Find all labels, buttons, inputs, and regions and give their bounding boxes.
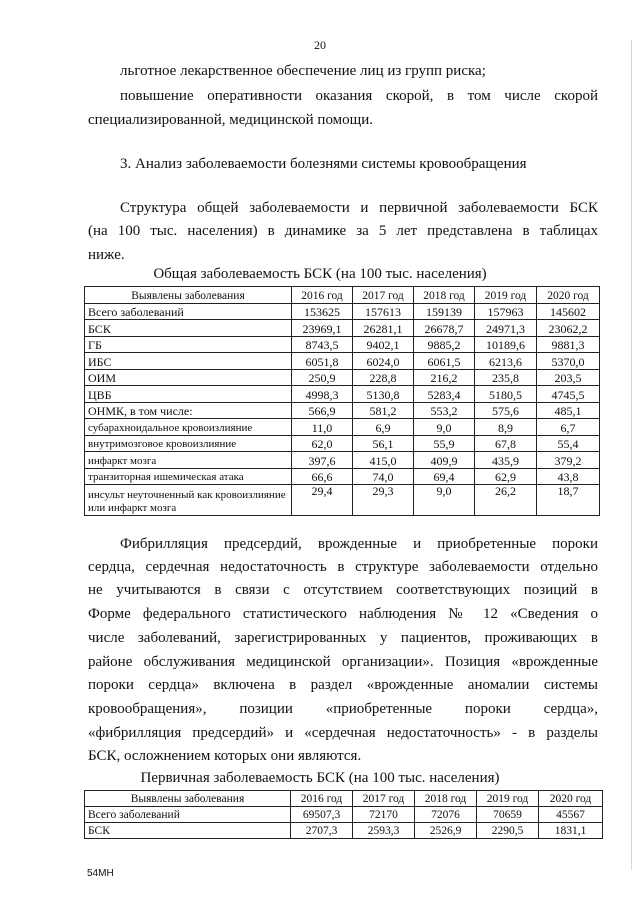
- header-cell: 2018 год: [414, 287, 475, 304]
- table-row: [85, 369, 600, 386]
- intro-line-2: повышение оперативности оказания скорой, в том числе скорой: [120, 88, 598, 104]
- table-row: [85, 468, 600, 485]
- row-label: субарахноидальное кровоизлияние: [85, 419, 292, 436]
- cell-value: 66,6: [292, 468, 353, 485]
- header-cell: 2017 год: [353, 287, 414, 304]
- cell-value: 4998,3: [292, 386, 353, 403]
- row-label: БСК: [85, 320, 292, 337]
- page-number: 20: [314, 38, 326, 52]
- cell-value: 26,2: [475, 485, 537, 516]
- cell-value: 379,2: [537, 452, 600, 469]
- row-label: ОИМ: [85, 369, 292, 386]
- cell-value: 435,9: [475, 452, 537, 469]
- structure-line-3: ниже.: [88, 247, 125, 263]
- cell-value: 8743,5: [292, 336, 353, 353]
- table-row: [85, 419, 600, 436]
- cell-value: 69507,3: [291, 807, 353, 823]
- cell-value: 6024,0: [353, 353, 414, 370]
- cell-value: 67,8: [475, 435, 537, 452]
- table-row: [85, 386, 600, 403]
- cell-value: 70659: [477, 807, 539, 823]
- document-code: 54МН: [87, 868, 114, 879]
- para-line-9: «фибрилляция предсердий» и «сердечная недостаточность» - в разделы: [88, 725, 598, 741]
- table2-title: Первичная заболеваемость БСК (на 100 тыс. населения): [140, 770, 500, 786]
- table1-title: Общая заболеваемость БСК (на 100 тыс. населения): [153, 266, 487, 282]
- header-cell: 2019 год: [477, 791, 539, 807]
- cell-value: 2593,3: [353, 823, 415, 839]
- cell-value: 397,6: [292, 452, 353, 469]
- row-label: Всего заболеваний: [85, 807, 291, 823]
- table-row: [85, 303, 600, 320]
- table-row: [85, 452, 600, 469]
- header-cell: Выявлены заболевания: [85, 791, 291, 807]
- cell-value: 157613: [353, 303, 414, 320]
- cell-value: 26281,1: [353, 320, 414, 337]
- table-row: [85, 320, 600, 337]
- cell-value: 9885,2: [414, 336, 475, 353]
- cell-value: 9402,1: [353, 336, 414, 353]
- cell-value: 2290,5: [477, 823, 539, 839]
- row-label: инфаркт мозга: [85, 452, 292, 469]
- cell-value: 29,4: [292, 485, 353, 516]
- cell-value: 62,9: [475, 468, 537, 485]
- para-line-1: Фибрилляция предсердий, врожденные и приобретенные пороки: [120, 536, 598, 552]
- cell-value: 18,7: [537, 485, 600, 516]
- cell-value: 6213,6: [475, 353, 537, 370]
- table-header-row: [85, 287, 600, 304]
- table-row: [85, 485, 600, 516]
- section-heading: 3. Анализ заболеваемости болезнями системы кровообращения: [120, 156, 527, 172]
- cell-value: 9,0: [414, 485, 475, 516]
- table-row: [85, 435, 600, 452]
- row-label: Всего заболеваний: [85, 303, 292, 320]
- cell-value: 153625: [292, 303, 353, 320]
- header-cell: 2016 год: [292, 287, 353, 304]
- cell-value: 575,6: [475, 402, 537, 419]
- cell-value: 69,4: [414, 468, 475, 485]
- cell-value: 4745,5: [537, 386, 600, 403]
- cell-value: 24971,3: [475, 320, 537, 337]
- cell-value: 216,2: [414, 369, 475, 386]
- para-line-5: числе заболеваний, зарегистрированных у пациентов, проживающих в: [88, 630, 598, 646]
- cell-value: 157963: [475, 303, 537, 320]
- cell-value: 45567: [539, 807, 603, 823]
- header-cell: Выявлены заболевания: [85, 287, 292, 304]
- cell-value: 6,7: [537, 419, 600, 436]
- intro-line-3: специализированной, медицинской помощи.: [88, 112, 373, 128]
- cell-value: 6061,5: [414, 353, 475, 370]
- table-general-morbidity: [84, 286, 600, 516]
- cell-value: 159139: [414, 303, 475, 320]
- table-row: [85, 807, 603, 823]
- cell-value: 485,1: [537, 402, 600, 419]
- cell-value: 5370,0: [537, 353, 600, 370]
- cell-value: 11,0: [292, 419, 353, 436]
- header-cell: 2017 год: [353, 791, 415, 807]
- cell-value: 10189,6: [475, 336, 537, 353]
- row-label: внутримозговое кровоизлияние: [85, 435, 292, 452]
- cell-value: 2526,9: [415, 823, 477, 839]
- cell-value: 29,3: [353, 485, 414, 516]
- cell-value: 23969,1: [292, 320, 353, 337]
- table-row: [85, 402, 600, 419]
- cell-value: 581,2: [353, 402, 414, 419]
- para-line-7: пороки сердца» включена в раздел «врожденные аномалии системы: [88, 677, 598, 693]
- row-label: БСК: [85, 823, 291, 839]
- header-cell: 2016 год: [291, 791, 353, 807]
- cell-value: 72076: [415, 807, 477, 823]
- cell-value: 56,1: [353, 435, 414, 452]
- header-cell: 2020 год: [539, 791, 603, 807]
- cell-value: 55,9: [414, 435, 475, 452]
- structure-line-1: Структура общей заболеваемости и первичной заболеваемости БСК: [120, 200, 598, 216]
- row-label: ИБС: [85, 353, 292, 370]
- cell-value: 415,0: [353, 452, 414, 469]
- cell-value: 55,4: [537, 435, 600, 452]
- cell-value: 553,2: [414, 402, 475, 419]
- cell-value: 26678,7: [414, 320, 475, 337]
- row-label: ЦВБ: [85, 386, 292, 403]
- para-line-10: БСК, осложнением которых они являются.: [88, 748, 362, 764]
- table-header-row: [85, 791, 603, 807]
- para-line-4: Форме федерального статистического наблюдения № 12 «Сведения о: [88, 606, 598, 622]
- cell-value: 145602: [537, 303, 600, 320]
- row-label: инсульт неуточненный как кровоизлияние или инфаркт мозга: [85, 485, 292, 516]
- cell-value: 5130,8: [353, 386, 414, 403]
- cell-value: 6051,8: [292, 353, 353, 370]
- cell-value: 1831,1: [539, 823, 603, 839]
- cell-value: 23062,2: [537, 320, 600, 337]
- cell-value: 74,0: [353, 468, 414, 485]
- cell-value: 72170: [353, 807, 415, 823]
- cell-value: 2707,3: [291, 823, 353, 839]
- intro-line-1: льготное лекарственное обеспечение лиц из групп риска;: [120, 63, 486, 79]
- para-line-6: районе обслуживания медицинской организации». Позиция «врожденные: [88, 654, 598, 670]
- para-line-3: не учитываются в связи с отсутствием соответствующих позиций в: [88, 582, 598, 598]
- cell-value: 235,8: [475, 369, 537, 386]
- cell-value: 566,9: [292, 402, 353, 419]
- cell-value: 62,0: [292, 435, 353, 452]
- header-cell: 2018 год: [415, 791, 477, 807]
- cell-value: 8,9: [475, 419, 537, 436]
- cell-value: 9,0: [414, 419, 475, 436]
- cell-value: 409,9: [414, 452, 475, 469]
- cell-value: 43,8: [537, 468, 600, 485]
- table-primary-morbidity: [84, 790, 603, 839]
- table-row: [85, 353, 600, 370]
- header-cell: 2019 год: [475, 287, 537, 304]
- cell-value: 250,9: [292, 369, 353, 386]
- structure-line-2: (на 100 тыс. населения) в динамике за 5 лет представлена в таблицах: [88, 223, 598, 239]
- para-line-8: кровообращения», позиции «приобретенные пороки сердца»,: [88, 701, 598, 717]
- para-line-2: сердца, сердечная недостаточность в структуре заболеваемости отдельно: [88, 559, 598, 575]
- cell-value: 6,9: [353, 419, 414, 436]
- cell-value: 9881,3: [537, 336, 600, 353]
- row-label: ГБ: [85, 336, 292, 353]
- cell-value: 5180,5: [475, 386, 537, 403]
- row-label: транзиторная ишемическая атака: [85, 468, 292, 485]
- cell-value: 5283,4: [414, 386, 475, 403]
- header-cell: 2020 год: [537, 287, 600, 304]
- cell-value: 228,8: [353, 369, 414, 386]
- cell-value: 203,5: [537, 369, 600, 386]
- page-edge-shadow: [631, 40, 632, 870]
- table-row: [85, 336, 600, 353]
- row-label: ОНМК, в том числе:: [85, 402, 292, 419]
- table-row: [85, 823, 603, 839]
